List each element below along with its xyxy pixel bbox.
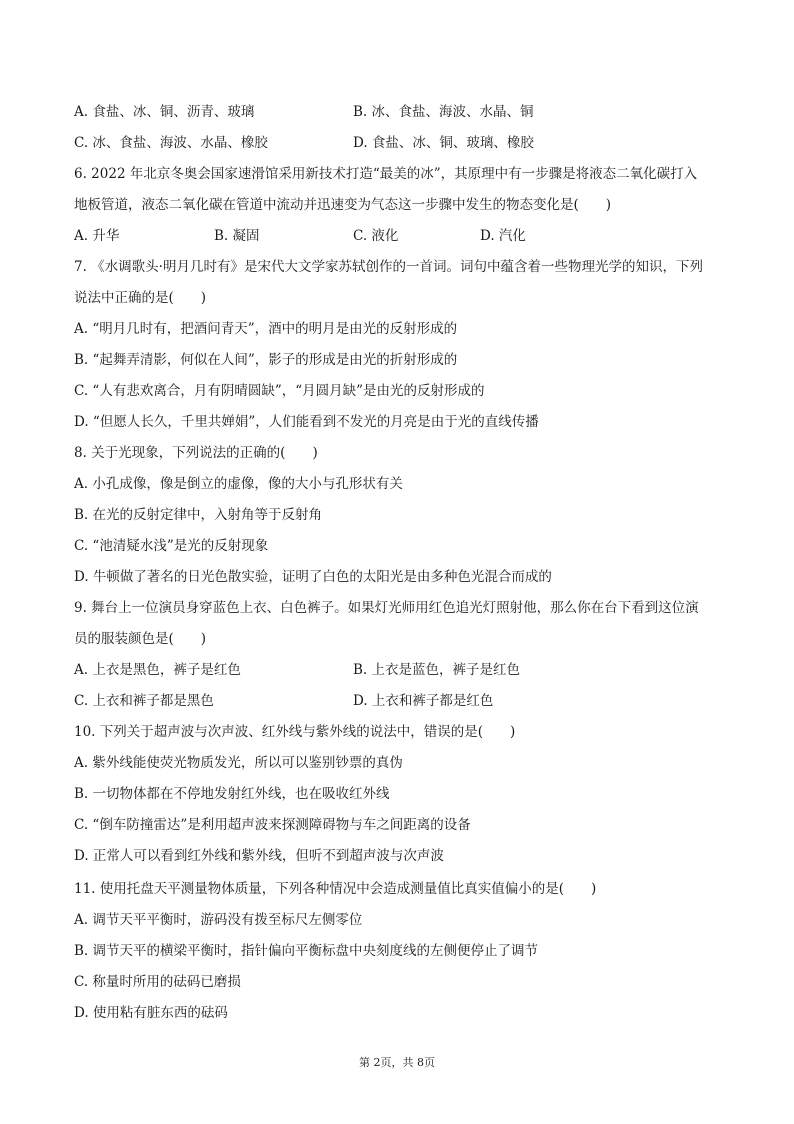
- q9-options-row-1: [74, 661, 734, 679]
- q6-stem-line-2: 地板管道，液态二氧化碳在管道中流动并迅速变为气态这一步骤中发生的物态变化是( ): [74, 197, 612, 213]
- q6-option-c: C. 液化: [353, 228, 399, 244]
- q11-option-c: C. 称量时所用的砝码已磨损: [74, 974, 241, 990]
- q11-option-a: A. 调节天平平衡时，游码没有拨至标尺左侧零位: [74, 912, 363, 928]
- q11-option-b: B. 调节天平的横梁平衡时，指针偏向平衡标盘中央刻度线的左侧便停止了调节: [74, 943, 539, 959]
- q8-option-d: D. 牛顿做了著名的日光色散实验，证明了白色的太阳光是由多种色光混合而成的: [74, 569, 552, 585]
- q11-stem: 11. 使用托盘天平测量物体质量，下列各种情况中会造成测量值比真实值偏小的是( ): [74, 881, 597, 897]
- q9-stem-line-2: 员的服装颜色是( ): [74, 631, 207, 647]
- q10-stem: 10. 下列关于超声波与次声波、红外线与紫外线的说法中，错误的是( ): [74, 724, 516, 740]
- q8-option-a: A. 小孔成像，像是倒立的虚像，像的大小与孔形状有关: [74, 476, 403, 492]
- q10-option-c: C. “倒车防撞雷达”是利用超声波来探测障碍物与车之间距离的设备: [74, 817, 471, 833]
- q5-option-b: B. 冰、食盐、海波、水晶、铜: [353, 104, 534, 120]
- q10-option-b: B. 一切物体都在不停地发射红外线，也在吸收红外线: [74, 786, 390, 802]
- q9-option-d: D. 上衣和裤子都是红色: [353, 693, 494, 709]
- q7-stem-line-1: 7. 《水调歌头·明月几时有》是宋代大文学家苏轼创作的一首词。词句中蕴含着一些物理光学的知识，下列: [74, 259, 703, 275]
- page-number-footer: 第 2页，共 8页: [359, 1056, 435, 1069]
- q9-option-a: A. 上衣是黑色，裤子是红色: [74, 662, 241, 678]
- q7-option-d: D. “但愿人长久，千里共婵娟”，人们能看到不发光的月亮是由于光的直线传播: [74, 414, 539, 430]
- q6-stem-line-1: 6. 2022 年北京冬奥会国家速滑馆采用新技术打造“最美的冰”，其原理中有一步骤是将液态二氧化碳打入: [74, 166, 698, 182]
- q7-option-b: B. “起舞弄清影，何似在人间”，影子的形成是由光的折射形成的: [74, 352, 458, 368]
- q8-stem: 8. 关于光现象，下列说法的正确的( ): [74, 445, 318, 461]
- q9-option-b: B. 上衣是蓝色，裤子是红色: [353, 662, 521, 678]
- q5-options-row-2: [74, 134, 734, 152]
- q5-option-d: D. 食盐、冰、铜、玻璃、橡胶: [353, 135, 534, 151]
- q5-option-a: A. 食盐、冰、铜、沥青、玻璃: [74, 104, 255, 120]
- q11-option-d: D. 使用粘有脏东西的砝码: [74, 1005, 228, 1021]
- q5-option-c: C. 冰、食盐、海波、水晶、橡胶: [74, 135, 268, 151]
- q9-stem-line-1: 9. 舞台上一位演员身穿蓝色上衣、白色裤子。如果灯光师用红色追光灯照射他，那么你在台下看到这位演: [74, 600, 699, 616]
- q7-option-c: C. “人有悲欢离合，月有阴晴圆缺”，“月圆月缺”是由光的反射形成的: [74, 383, 485, 399]
- q10-option-d: D. 正常人可以看到红外线和紫外线，但听不到超声波与次声波: [74, 848, 444, 864]
- q10-option-a: A. 紫外线能使荧光物质发光，所以可以鉴别钞票的真伪: [74, 755, 403, 771]
- q8-option-b: B. 在光的反射定律中，入射角等于反射角: [74, 507, 323, 523]
- q6-option-d: D. 汽化: [480, 228, 526, 244]
- q6-option-a: A. 升华: [74, 228, 120, 244]
- q5-options-row-1: [74, 103, 734, 121]
- q8-option-c: C. “池清疑水浅”是光的反射现象: [74, 538, 269, 554]
- q6-options-row: [74, 227, 734, 245]
- q7-option-a: A. “明月几时有，把酒问青天”，酒中的明月是由光的反射形成的: [74, 321, 458, 337]
- q9-options-row-2: [74, 692, 734, 710]
- q9-option-c: C. 上衣和裤子都是黑色: [74, 693, 214, 709]
- q7-stem-line-2: 说法中正确的是( ): [74, 290, 207, 306]
- q6-option-b: B. 凝固: [214, 228, 260, 244]
